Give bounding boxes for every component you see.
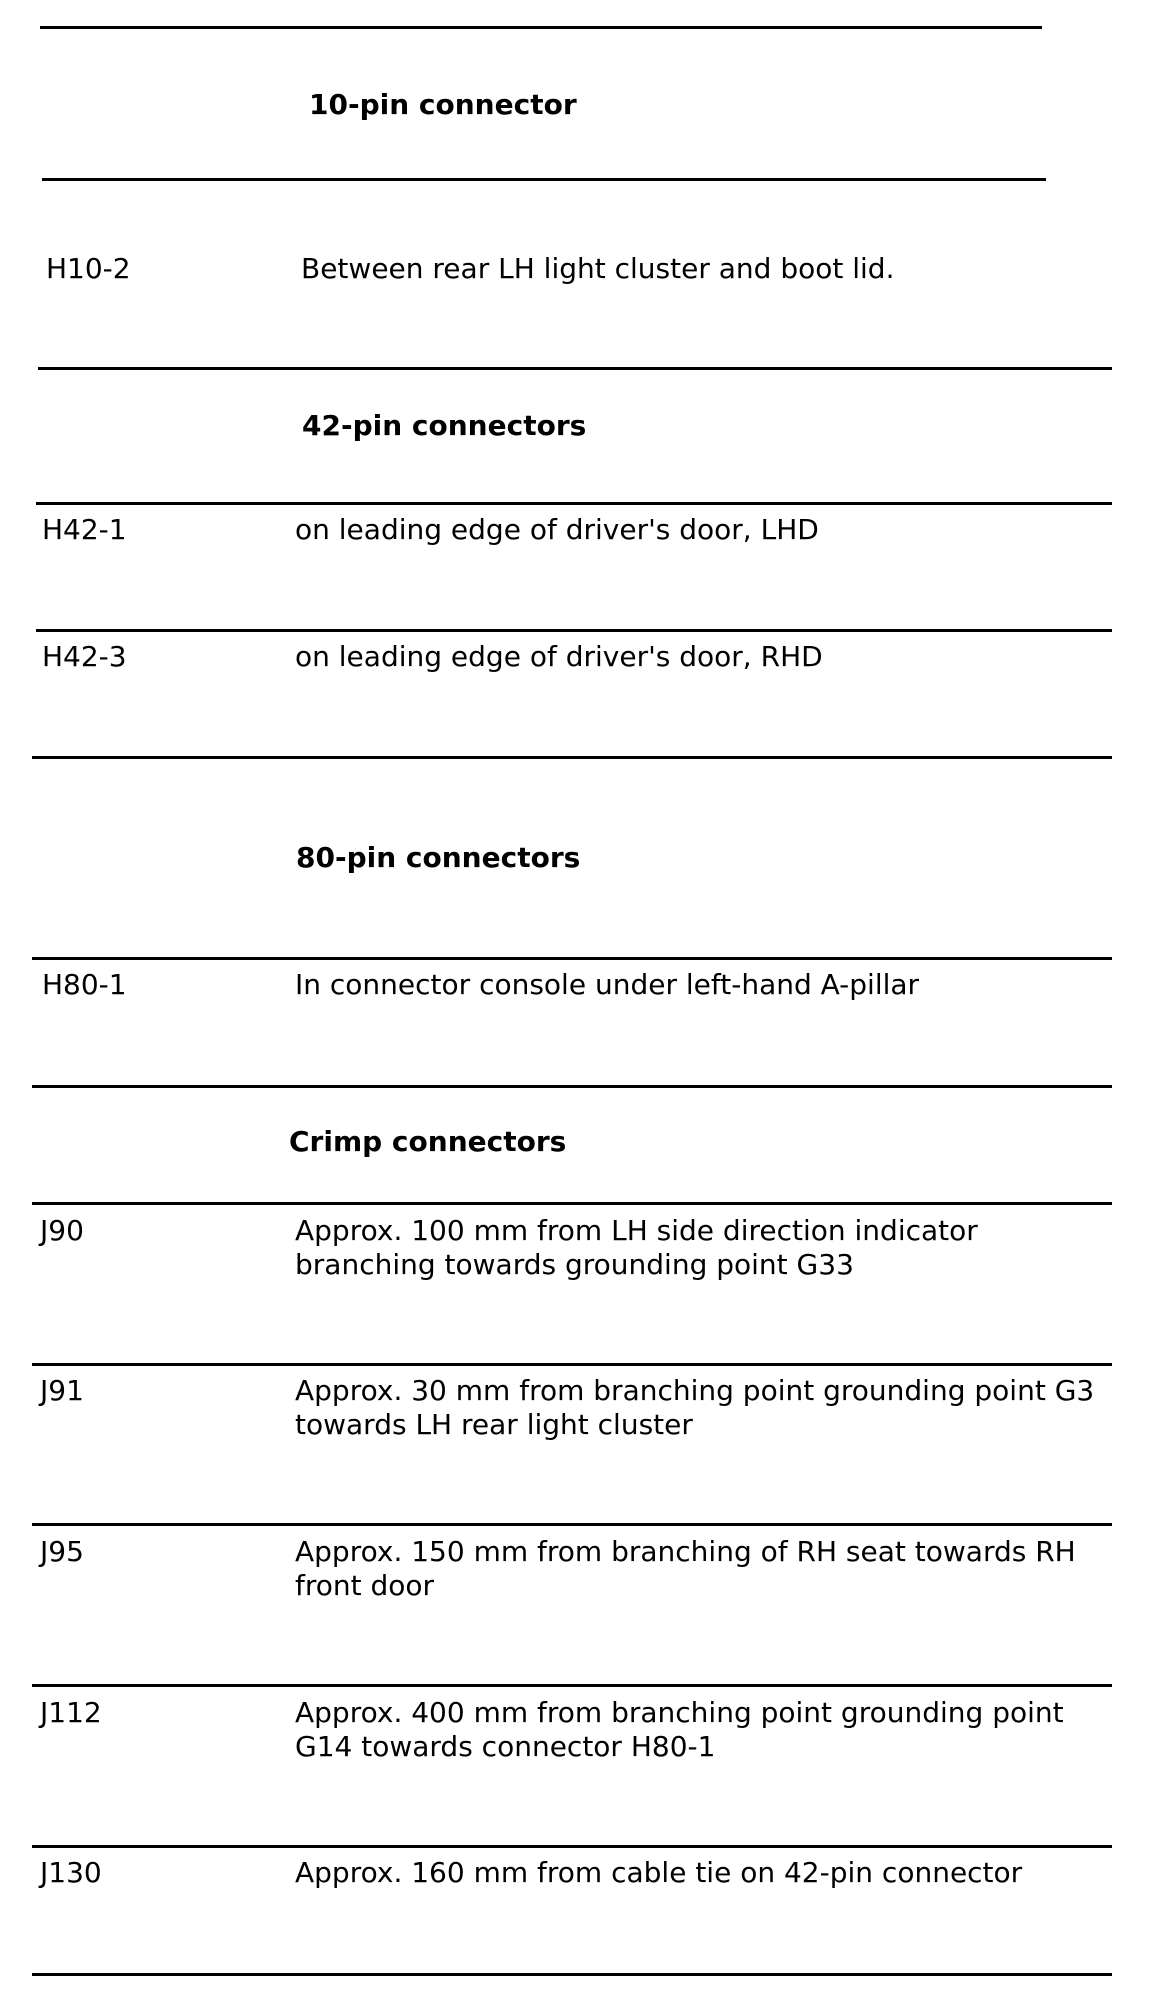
divider	[32, 1684, 1112, 1687]
connector-code: J95	[40, 1535, 84, 1568]
connector-location: Approx. 30 mm from branching point grounding point G3	[295, 1374, 1095, 1407]
divider	[32, 1845, 1112, 1848]
divider	[32, 1973, 1112, 1976]
divider	[32, 1202, 1112, 1205]
connector-code: J130	[40, 1856, 102, 1889]
connector-location: Approx. 150 mm from branching of RH seat towards RH	[295, 1535, 1076, 1568]
connector-location: on leading edge of driver's door, RHD	[295, 640, 823, 673]
connector-location: Approx. 100 mm from LH side direction indicator	[295, 1214, 978, 1247]
section-heading: 10-pin connector	[309, 88, 577, 121]
divider	[32, 1363, 1112, 1366]
section-heading: 80-pin connectors	[296, 841, 581, 874]
connector-code: H80-1	[42, 968, 127, 1001]
connector-location: towards LH rear light cluster	[295, 1408, 693, 1441]
connector-location: branching towards grounding point G33	[295, 1248, 854, 1281]
connector-code: H42-1	[42, 513, 127, 546]
connector-location: Approx. 160 mm from cable tie on 42-pin connector	[295, 1856, 1023, 1889]
connector-location: front door	[295, 1569, 435, 1602]
connector-location: In connector console under left-hand A-pillar	[295, 968, 920, 1001]
divider	[40, 26, 1042, 29]
connector-location: Between rear LH light cluster and boot lid.	[301, 252, 895, 285]
divider	[32, 1523, 1112, 1526]
connector-code: J112	[40, 1696, 102, 1729]
divider	[38, 367, 1112, 370]
connector-location: Approx. 400 mm from branching point grounding point	[295, 1696, 1064, 1729]
connector-code: J90	[40, 1214, 84, 1247]
divider	[32, 957, 1112, 960]
section-heading: 42-pin connectors	[302, 409, 587, 442]
connector-code: J91	[40, 1374, 84, 1407]
section-heading: Crimp connectors	[289, 1125, 567, 1158]
connector-code: H10-2	[46, 252, 131, 285]
connector-location: on leading edge of driver's door, LHD	[295, 513, 819, 546]
divider	[32, 1085, 1112, 1088]
divider	[32, 756, 1112, 759]
divider	[36, 629, 1112, 632]
connector-location: G14 towards connector H80-1	[295, 1730, 716, 1763]
connector-code: H42-3	[42, 640, 127, 673]
divider	[36, 502, 1112, 505]
divider	[42, 178, 1046, 181]
